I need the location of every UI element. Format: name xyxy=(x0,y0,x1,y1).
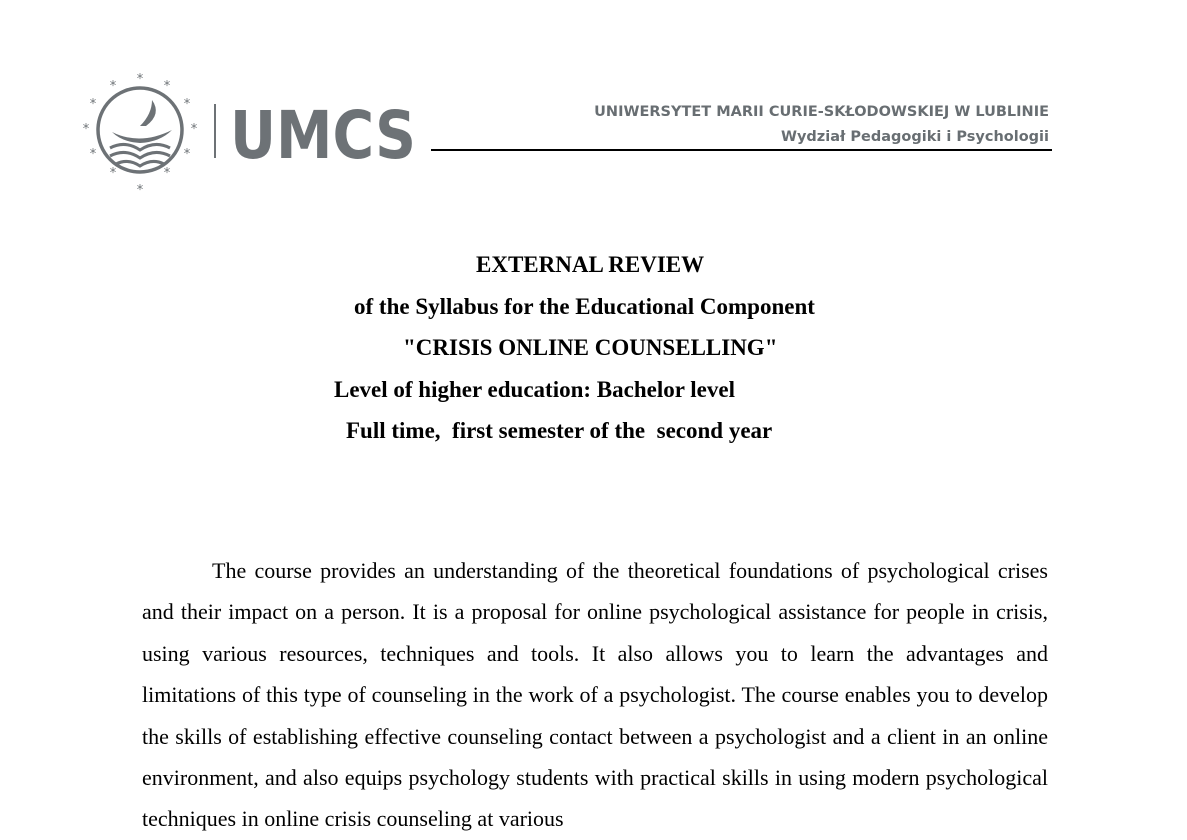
university-name: UNIWERSYTET MARII CURIE-SKŁODOWSKIEJ W LUBLINIE xyxy=(594,104,1049,120)
svg-text:*: * xyxy=(136,72,144,87)
doc-subtitle: of the Syllabus for the Educational Component xyxy=(354,294,815,319)
svg-text:*: * xyxy=(89,147,97,162)
svg-text:*: * xyxy=(183,147,191,162)
svg-text:*: * xyxy=(82,122,90,137)
logo-wordmark: UMCS xyxy=(230,97,416,174)
faculty-name: Wydział Pedagogiki i Psychologii xyxy=(780,129,1049,145)
svg-text:*: * xyxy=(136,183,144,198)
logo-emblem xyxy=(83,72,198,198)
svg-text:*: * xyxy=(183,97,191,112)
svg-text:*: * xyxy=(190,122,198,137)
body-paragraph: The course provides an understanding of the theoretical foundations of psychological crises and their impact on a person. It is a proposal for online psychological assistance for people in crisis, using various resources, techniques and tools. It also allows you to learn the advantages and limitations of this type of counseling in the work of a psychologist. The course enables you to develop the skills of establishing effective counseling contact between a psychologist and a client in an online environment, and also equips psychology students with practical skills in using modern psychological techniques in online crisis counseling at various xyxy=(142,558,1048,832)
umcs-logo xyxy=(80,70,420,198)
study-mode: Full time, first semester of the second year xyxy=(346,418,773,443)
svg-text:*: * xyxy=(163,79,171,94)
course-name: "CRISIS ONLINE COUNSELLING" xyxy=(403,335,778,360)
svg-text:*: * xyxy=(109,79,117,94)
header-rule xyxy=(431,149,1052,151)
logo-divider xyxy=(214,104,216,158)
doc-title: EXTERNAL REVIEW xyxy=(476,252,705,277)
svg-text:*: * xyxy=(163,166,171,181)
education-level: Level of higher education: Bachelor level xyxy=(334,377,735,402)
svg-text:*: * xyxy=(109,166,117,181)
svg-text:*: * xyxy=(89,97,97,112)
